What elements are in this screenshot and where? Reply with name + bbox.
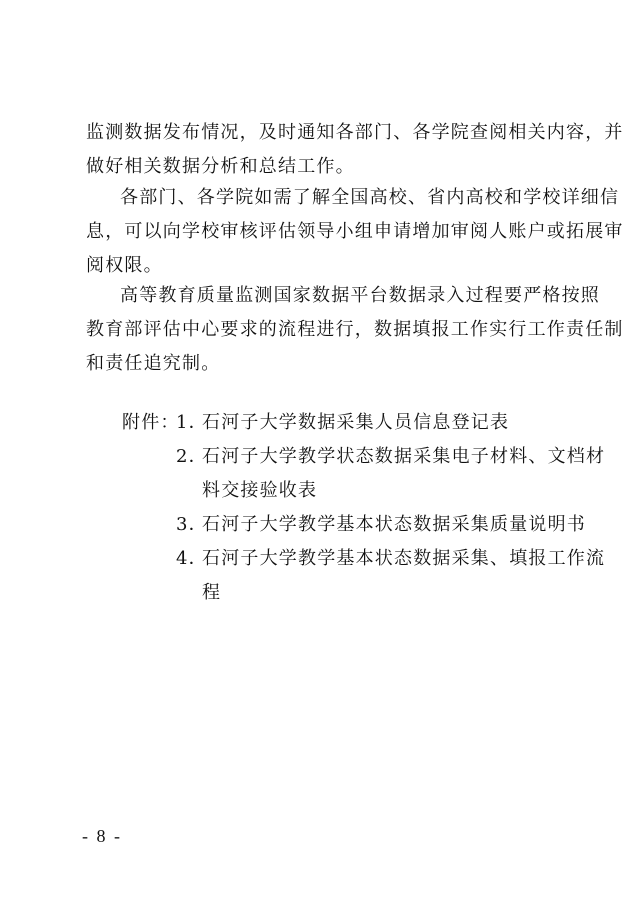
paragraph-line: 监测数据发布情况，及时通知各部门、各学院查阅相关内容，并 — [86, 122, 624, 143]
paragraph-3 — [86, 279, 624, 381]
paragraph-line: 高等教育质量监测国家数据平台数据录入过程要严格按照 — [120, 285, 600, 306]
attachment-number: 1． — [176, 412, 208, 433]
paragraph-line: 做好相关数据分析和总结工作。 — [86, 156, 355, 177]
attachment-text: 石河子大学教学状态数据采集电子材料、文档材 — [202, 446, 606, 467]
attachment-text: 石河子大学数据采集人员信息登记表 — [202, 412, 510, 433]
paragraph-line: 阅权限。 — [86, 255, 163, 276]
paragraph-line: 教育部评估中心要求的流程进行，数据填报工作实行工作责任制 — [86, 319, 624, 340]
paragraph-line: 和责任追究制。 — [86, 353, 221, 374]
paragraph-1 — [86, 116, 624, 184]
paragraph-line: 息，可以向学校审核评估领导小组申请增加审阅人账户或拓展审 — [86, 221, 624, 242]
attachment-text: 料交接验收表 — [202, 480, 318, 501]
attachment-number: 4． — [176, 548, 208, 569]
page-number: - 8 - — [82, 826, 122, 846]
paragraph-line: 各部门、各学院如需了解全国高校、省内高校和学校详细信 — [120, 187, 620, 208]
attachment-text: 程 — [202, 582, 222, 603]
attachment-text: 石河子大学教学基本状态数据采集、填报工作流 — [202, 548, 606, 569]
attachment-text: 石河子大学教学基本状态数据采集质量说明书 — [202, 514, 586, 535]
paragraph-2 — [86, 181, 624, 283]
attachment-number: 3． — [176, 514, 208, 535]
attachment-number: 2． — [176, 446, 208, 467]
attachments-label: 附件： — [122, 412, 180, 433]
